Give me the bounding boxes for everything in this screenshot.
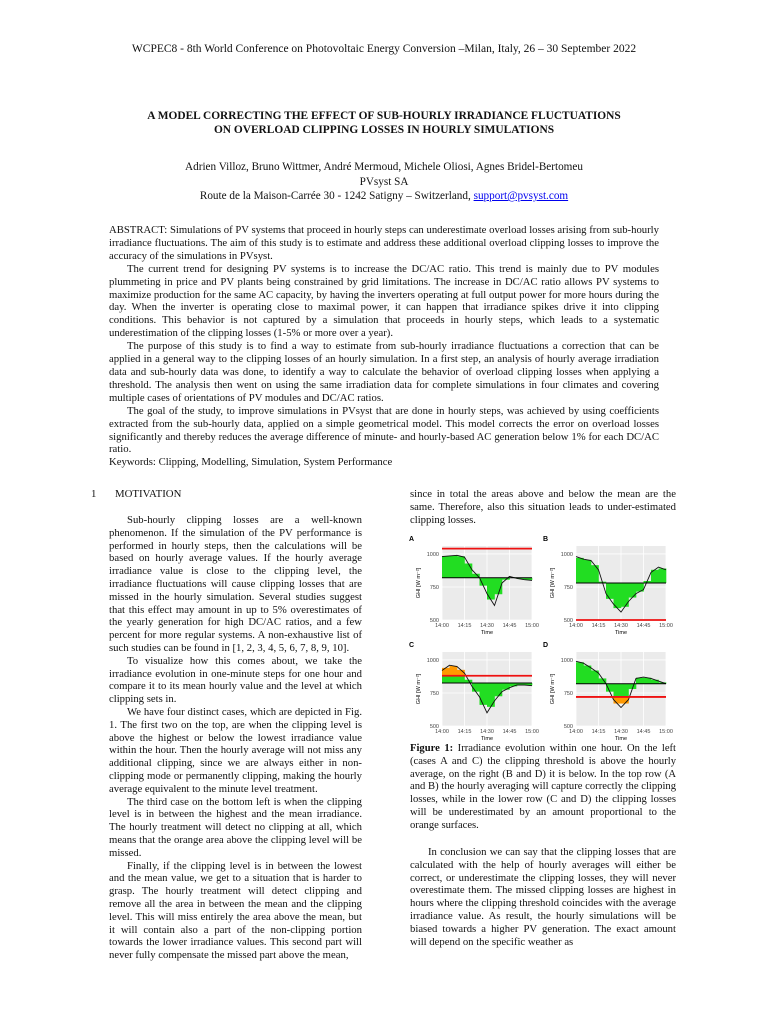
panel-d-area-above-mean bbox=[636, 678, 644, 684]
panel-b-area-above-mean bbox=[584, 560, 592, 583]
panel-d-x-tick: 14:45 bbox=[636, 729, 651, 735]
panel-d-area-below-mean bbox=[621, 684, 629, 697]
panel-a-y-tick: 500 bbox=[429, 618, 439, 624]
conference-header: WCPEC8 - 8th World Conference on Photovoltaic Energy Conversion –Milan, Italy, 26 – 30 September 2022 bbox=[131, 43, 637, 55]
panel-d-y-tick: 750 bbox=[563, 690, 573, 697]
title-line-1: A MODEL CORRECTING THE EFFECT OF SUB-HOURLY IRRADIANCE FLUCTUATIONS bbox=[147, 110, 621, 122]
abstract-p2: The current trend for designing PV systems is to increase the DC/AC ratio. This trend is mainly due to PV modules plummeting in price and PV plants being constrained by grid limitations. The increase in DC/AC ratio allows PV systems to maximize production for the same AC capacity, by having the inverters operating at full output power for more hours during the day. When the inverter is operating close to maximal power, it can happen that irradiance spikes drive it into clipping conditions. This behavior is not captured by a simulation that proceeds in hourly steps, which leads to a systematic underestimation of the clipping losses (1-5% or more over a year). bbox=[109, 262, 659, 340]
caption-label: Figure 1: bbox=[410, 743, 454, 754]
right-p2: In conclusion we can say that the clipping losses that are calculated with the help of hourly averages will either be correct, or underestimate the clipping losses, they will never overestimate them. The missed clipping losses are highest in hours where the clipping threshold coincides with the average irradiance value. As result, the hourly simulations will be biased towards a higher PV generation. The exact amount will depend on the specific weather as bbox=[410, 846, 676, 948]
panel-c-x-tick: 14:45 bbox=[502, 729, 517, 735]
panel-b-y-tick: 1000 bbox=[560, 551, 573, 558]
panel-c-label: C bbox=[409, 642, 415, 649]
panel-a-y-label: GHI [W m⁻²] bbox=[416, 567, 422, 599]
panel-d-area-above-mean bbox=[584, 666, 592, 684]
panel-d-area-above-mean bbox=[576, 662, 584, 683]
panel-d-y-tick: 1000 bbox=[560, 657, 573, 664]
panel-d-x-tick: 14:00 bbox=[569, 729, 583, 735]
author-list: Adrien Villoz, Bruno Wittmer, André Mermoud, Michele Oliosi, Agnes Bridel-Bertomeu bbox=[185, 161, 583, 173]
panel-a-label: A bbox=[409, 536, 415, 543]
panel-b-label: B bbox=[543, 536, 549, 543]
panel-a-area-above-mean bbox=[457, 556, 465, 577]
panel-d-x-tick: 14:15 bbox=[591, 729, 606, 735]
panel-b-x-tick: 14:30 bbox=[614, 623, 628, 629]
panel-d-x-label: Time bbox=[614, 736, 628, 742]
address-line bbox=[60, 189, 708, 204]
section-number: 1 bbox=[91, 488, 97, 500]
panel-c-x-label: Time bbox=[480, 736, 494, 742]
panel-c-x-tick: 14:15 bbox=[457, 729, 472, 735]
panel-b-area-below-mean bbox=[629, 583, 637, 598]
panel-c-y-tick: 500 bbox=[429, 724, 439, 730]
address: Route de la Maison-Carrée 30 - 1242 Satigny – Switzerland, bbox=[199, 190, 474, 202]
right-p1: since in total the areas above and below the mean are the same. Therefore, also this situation leads to under-estimated clipping losses. bbox=[410, 488, 676, 526]
section-title: MOTIVATION bbox=[115, 488, 182, 500]
panel-c-y-tick: 750 bbox=[429, 690, 439, 697]
left-p4: The third case on the bottom left is when the clipping level is in between the highest and the mean irradiance. The hourly treatment will detect no clipping at all, which means that the orange area above the clipping level will be missed. bbox=[109, 795, 362, 859]
panel-a-x-tick: 14:15 bbox=[457, 623, 472, 629]
panel-c-area-above-mean bbox=[450, 676, 458, 683]
panel-b-x-tick: 15:00 bbox=[659, 623, 673, 629]
figure-1-plots bbox=[406, 532, 674, 742]
panel-c-area-below-mean bbox=[487, 683, 495, 707]
panel-a-x-tick: 14:30 bbox=[480, 623, 494, 629]
panel-b-x-label: Time bbox=[614, 630, 628, 636]
panel-c-clipped-area bbox=[442, 668, 450, 676]
panel-a-area-below-mean bbox=[480, 578, 488, 586]
section-heading bbox=[91, 488, 181, 500]
abstract-p4: The goal of the study, to improve simulations in PVsyst that are done in hourly steps, was achieved by using coefficients extracted from the sub-hourly data, applied on a simple geometrical model. This model corrects the error on overload losses significantly and thereby reduces the average difference of minute- and hourly-based AC generation below 1% for each DC/AC ratio. bbox=[109, 404, 659, 456]
panel-c-clipped-area bbox=[450, 666, 458, 676]
panel-d-x-tick: 14:30 bbox=[614, 729, 628, 735]
panel-b-area-below-mean bbox=[606, 583, 614, 599]
panel-c-x-tick: 15:00 bbox=[525, 729, 539, 735]
panel-c-x-tick: 14:00 bbox=[435, 729, 449, 735]
panel-c-x-tick: 14:30 bbox=[480, 729, 494, 735]
panel-c-y-label: GHI [W m⁻²] bbox=[416, 673, 422, 705]
panel-b-x-tick: 14:45 bbox=[636, 623, 651, 629]
author-block bbox=[60, 160, 708, 204]
panel-b-y-tick: 500 bbox=[563, 618, 573, 624]
panel-a-y-tick: 750 bbox=[429, 584, 439, 591]
left-p1: Sub-hourly clipping losses are a well-known phenomenon. If the simulation of the PV performance is performed in hourly steps, then the calculations will be based on hourly average values. If the hourly average irradiance value is close to the clipping level, the irradiance fluctuations will cause clipping losses that are missed in the hourly simulation. Several studies suggest that this effect may amount in up to 5% overestimates of the yearly generation for high DC/AC ratios, and a few percent for more regular systems. A non-exhaustive list of such studies can be found in [1, 2, 3, 4, 5, 6, 7, 8, 9, 10]. bbox=[109, 514, 362, 654]
panel-a-x-label: Time bbox=[480, 630, 494, 636]
panel-c-area-above-mean bbox=[457, 676, 465, 683]
figure-1 bbox=[406, 532, 674, 742]
abstract bbox=[109, 224, 659, 469]
panel-b-x-tick: 14:00 bbox=[569, 623, 583, 629]
abstract-p3: The purpose of this study is to find a way to estimate from sub-hourly irradiance fluctuations a correction that can be applied in a general way to the clipping losses of an hourly simulation. In a first step, an analysis of hourly average irradiation data and sub-hourly data was done, to identify a way to calculate the behavior of overload clipping losses when applying a threshold. The analysis then went on using the same irradiation data for complete simulations in four climates and covering multiple cases of orientations of PV modules and DC/AC ratios. bbox=[109, 340, 659, 404]
affiliation: PVsyst SA bbox=[359, 175, 409, 188]
panel-d-y-label: GHI [W m⁻²] bbox=[550, 673, 556, 705]
panel-a-y-tick: 1000 bbox=[426, 551, 439, 558]
abstract-p1: ABSTRACT: Simulations of PV systems that proceed in hourly steps can underestimate overload losses arising from sub-hourly irradiance fluctuations. The aim of this study is to estimate and address these additional overload clipping losses to improve the accuracy of the simulations in PVsyst. bbox=[109, 224, 659, 262]
left-p3: We have four distinct cases, which are depicted in Fig. 1. The first two on the top, are when the clipping level is above the highest or below the lowest irradiance value within the hour. Then the hourly average will not miss any additional clipping, since we are always either in non-clipping mode or permanently clipping, making the hourly average equivalent to the minute level treatment. bbox=[109, 705, 362, 795]
email-link[interactable]: support@pvsyst.com bbox=[473, 190, 569, 202]
left-p5: Finally, if the clipping level is in between the lowest and the mean value, we get to a situation that is harder to grasp. The hourly treatment will detect clipping and remove all the area in between the mean and the clipping level. This will miss entirely the area above the mean, but it will contain also a part of the non-clipping portion towards the lower irradiance values. This second part will never fully compensate the missed part above the mean, bbox=[109, 859, 362, 962]
panel-a-area-above-mean bbox=[465, 564, 473, 578]
panel-d-area-below-mean bbox=[606, 684, 614, 692]
panel-c-area-above-mean bbox=[442, 676, 450, 683]
panel-b-area-above-mean bbox=[576, 558, 584, 583]
panel-c-y-tick: 1000 bbox=[426, 657, 439, 664]
panel-a-x-tick: 14:45 bbox=[502, 623, 517, 629]
panel-a-x-tick: 14:00 bbox=[435, 623, 449, 629]
panel-a-area-above-mean bbox=[442, 556, 450, 577]
panel-b-area-below-mean bbox=[614, 583, 622, 608]
panel-d-x-tick: 15:00 bbox=[659, 729, 673, 735]
left-p2: To visualize how this comes about, we take the irradiance evolution in one-minute steps for one hour and compare it to its mean hourly value and the level at which clipping sets in. bbox=[109, 654, 362, 706]
panel-b-y-tick: 750 bbox=[563, 584, 573, 591]
caption-text: Irradiance evolution within one hour. On the left (cases A and C) the clipping threshold is above the hourly average, on the right (B and D) it is below. In the top row (A and B) the hourly averaging will capture correctly the clipping losses, while in the lower row (C and D) the clipping losses will be underestimated by an amount proportional to the orange surfaces. bbox=[410, 743, 676, 831]
panel-b-area-above-mean bbox=[659, 568, 667, 583]
right-column-bottom bbox=[410, 846, 676, 948]
panel-c-area-below-mean bbox=[480, 683, 488, 705]
panel-b-y-label: GHI [W m⁻²] bbox=[550, 567, 556, 599]
panel-c-area-below-mean bbox=[502, 683, 510, 690]
panel-c-area-below-mean bbox=[495, 683, 503, 696]
panel-a-x-tick: 15:00 bbox=[525, 623, 539, 629]
keywords: Keywords: Clipping, Modelling, Simulation, System Performance bbox=[109, 456, 393, 469]
figure-caption bbox=[410, 743, 676, 833]
panel-b-x-tick: 14:15 bbox=[591, 623, 606, 629]
panel-d-label: D bbox=[543, 642, 549, 649]
title-line-2: ON OVERLOAD CLIPPING LOSSES IN HOURLY SIMULATIONS bbox=[213, 124, 555, 136]
panel-d-area-below-mean bbox=[614, 684, 622, 697]
paper-title bbox=[60, 109, 708, 137]
left-column bbox=[109, 514, 362, 962]
panel-d-y-tick: 500 bbox=[563, 724, 573, 730]
panel-a-area-above-mean bbox=[450, 556, 458, 578]
right-column-top bbox=[410, 488, 676, 526]
panel-b-area-above-mean bbox=[591, 565, 599, 583]
